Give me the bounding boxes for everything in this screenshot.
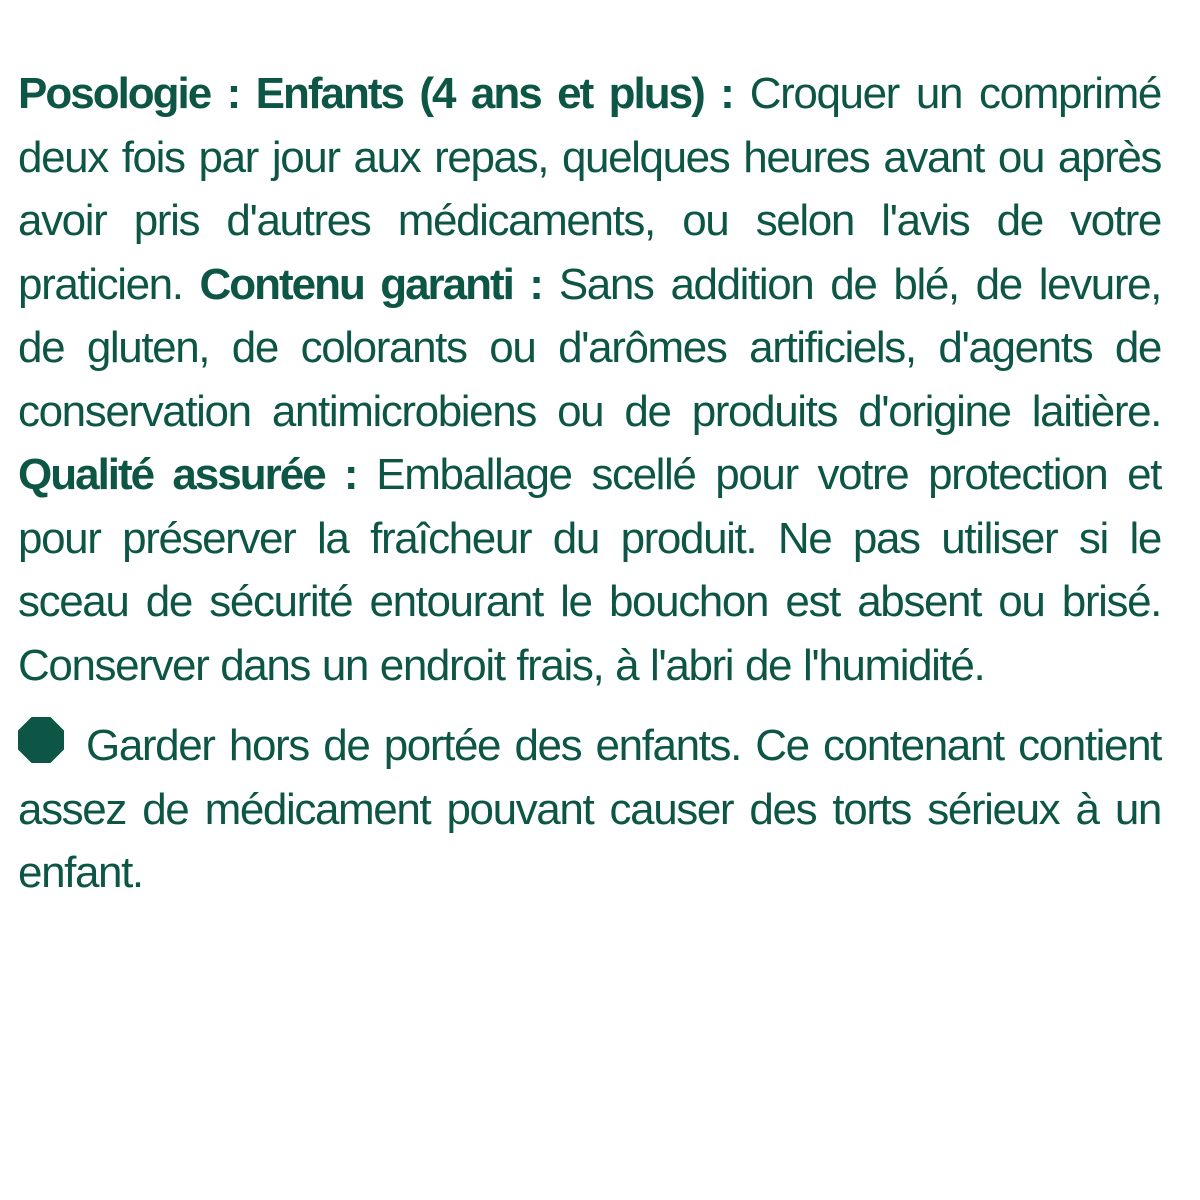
content-text: Sans addition de blé, de levure, de gluten, de colorants ou d'arômes artificiels, d'agents de conservation antimicrobiens ou de produits d'origine laitière.	[18, 259, 1161, 436]
product-label-text	[18, 62, 1161, 905]
dosage-heading: Posologie : Enfants (4 ans et plus) :	[18, 69, 733, 118]
dosage-text: Croquer un comprimé deux fois par jour aux repas, quelques heures avant ou après avoir pris d'autres médicaments, ou selon l'avis de votre praticien.	[18, 69, 1161, 309]
content-heading: Contenu garanti :	[199, 259, 542, 309]
instructions-paragraph	[18, 62, 1161, 697]
quality-text: Emballage scellé pour votre protection et pour préserver la fraîcheur du produit. Ne pas utiliser si le sceau de sécurité entourant le bouchon est absent ou brisé. Conserver dans un endroit frais, à l'abri de l'humidité.	[18, 450, 1161, 690]
warning-paragraph	[18, 714, 1161, 905]
quality-heading: Qualité assurée :	[18, 450, 357, 499]
warning-text: Garder hors de portée des enfants. Ce contenant contient assez de médicament pouvant causer des torts sérieux à un enfant.	[18, 721, 1161, 897]
octagon-warning-icon	[18, 717, 64, 763]
